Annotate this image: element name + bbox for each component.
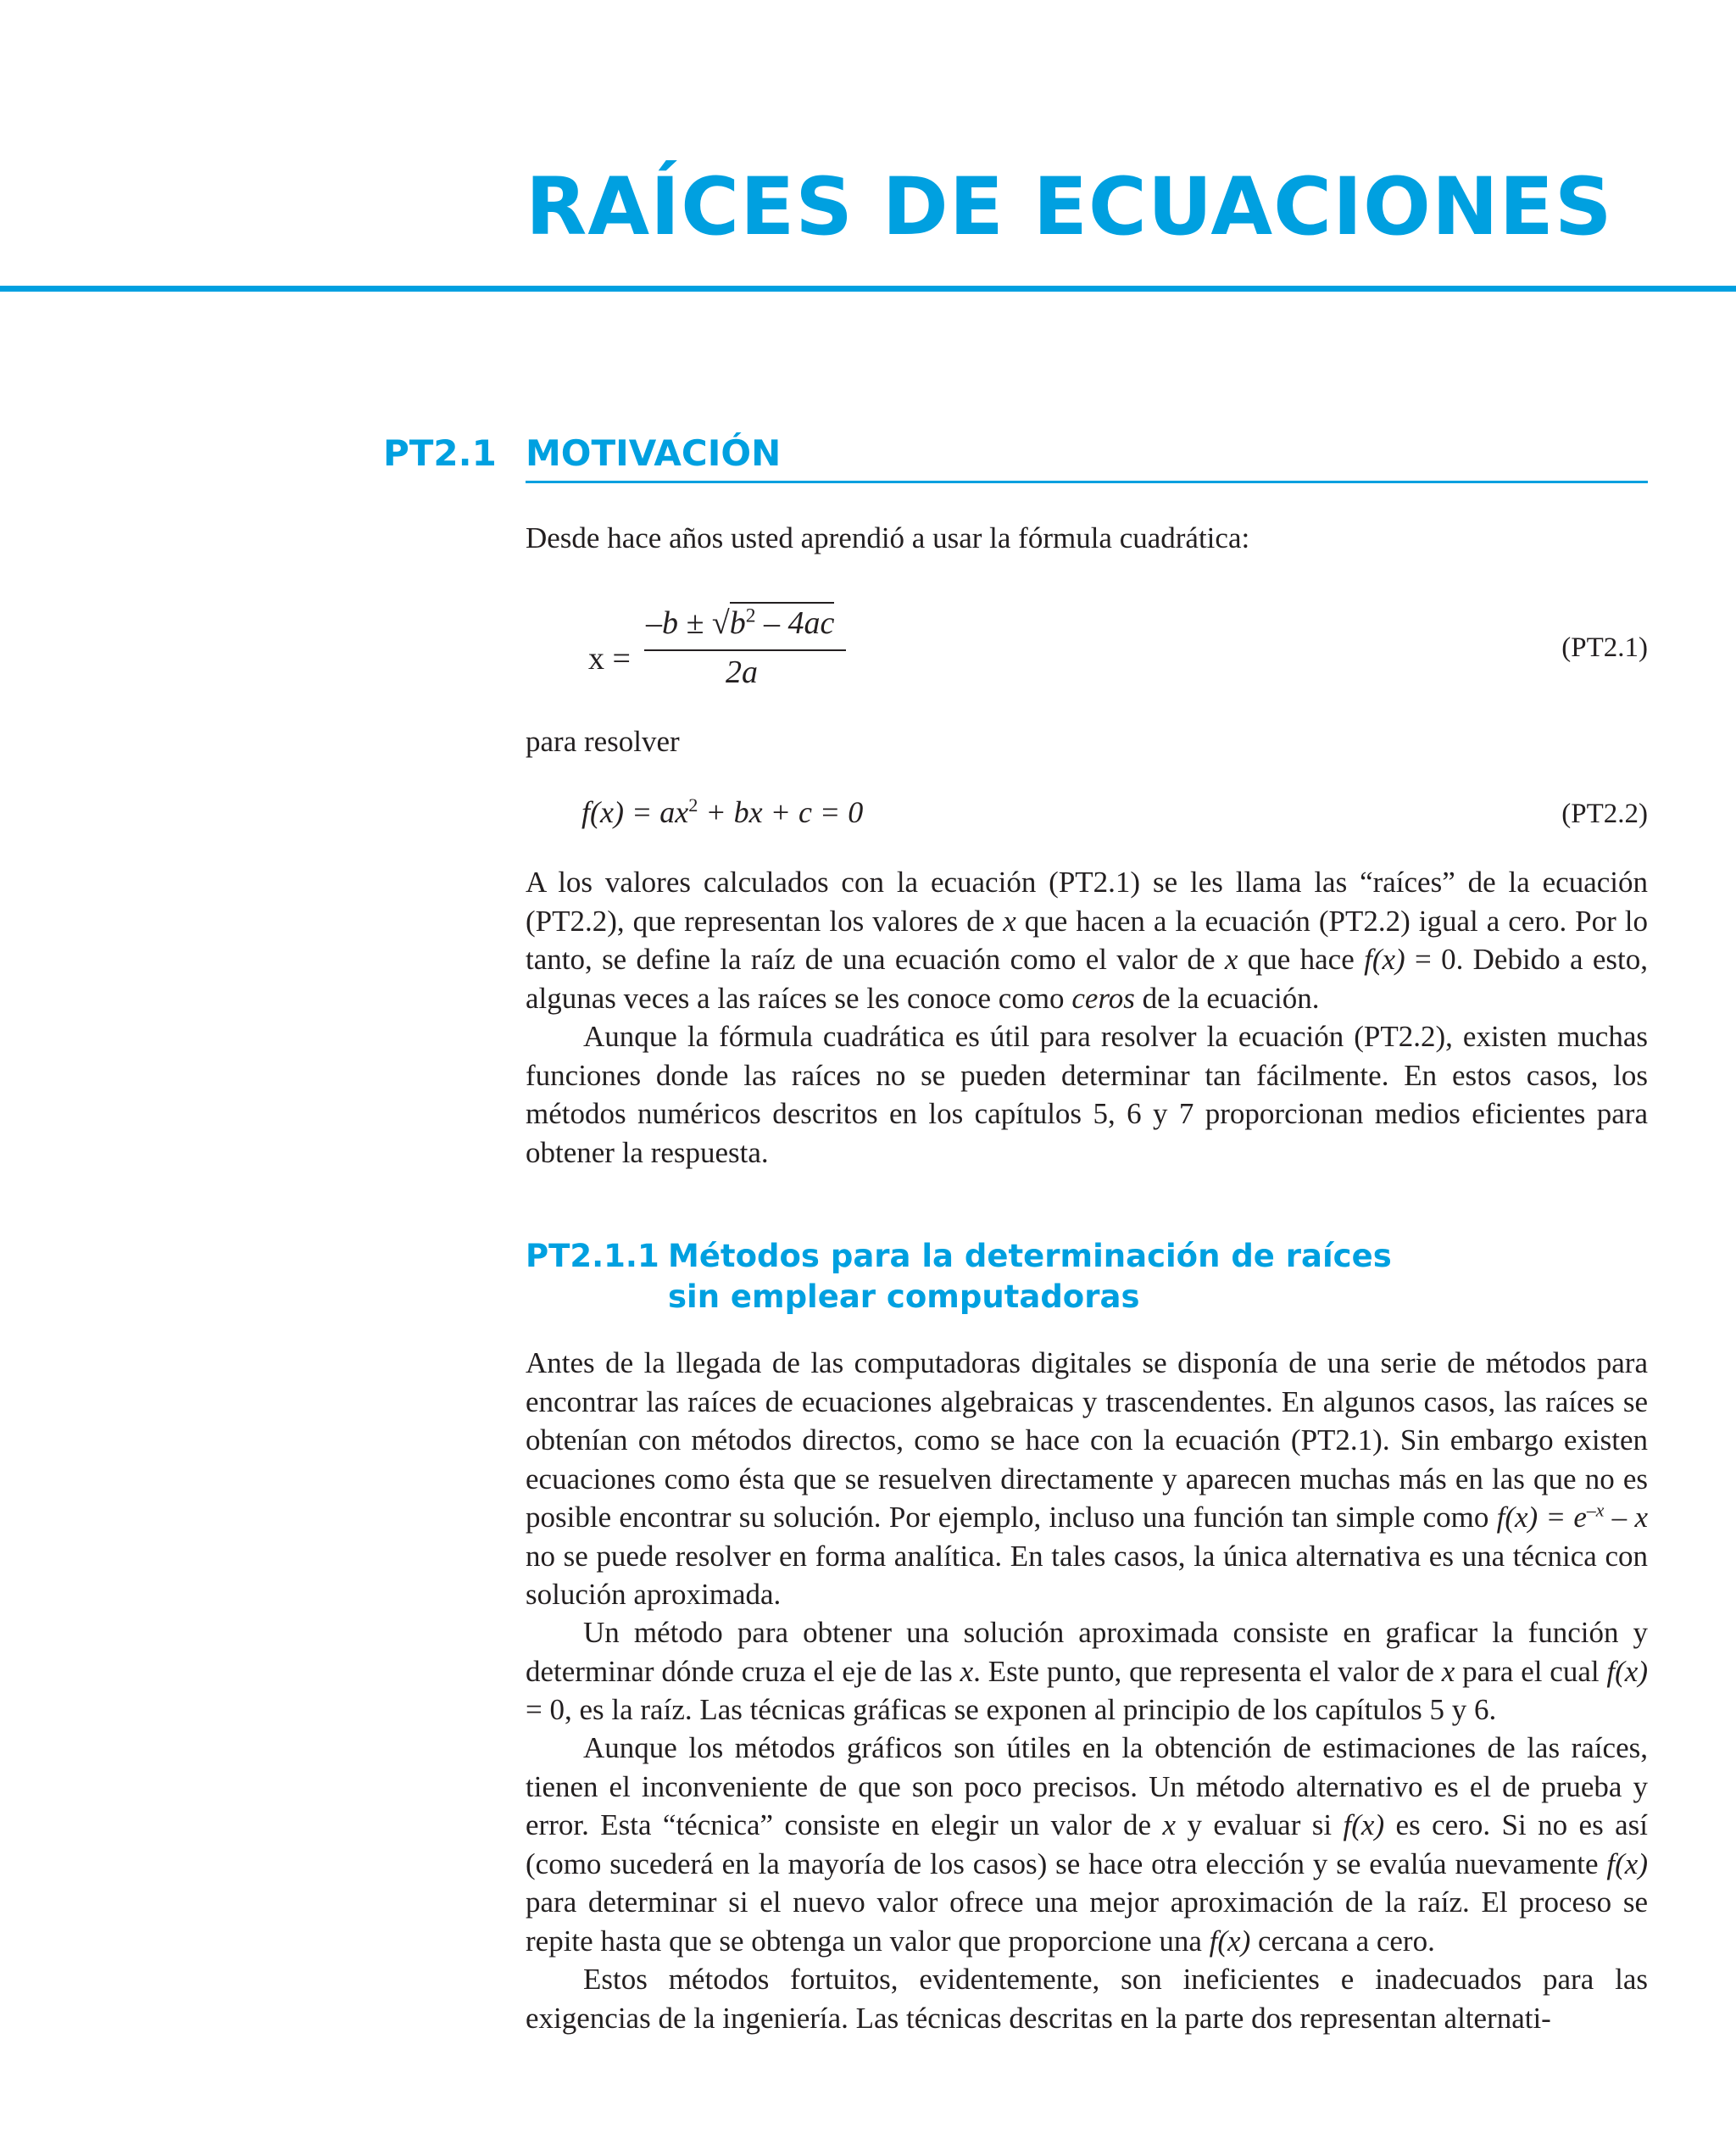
body-paragraph-1 [526,863,1648,1017]
text-run: = 0. Debido a esto, algunas veces a las raíces se les conoce como [526,943,1649,1015]
math-exponent: –x [1586,1500,1605,1521]
subsection-heading [526,1236,1392,1317]
chapter-title-rule [0,286,1736,292]
subsection-title-line-1: Métodos para la determinación de raíces [668,1238,1392,1274]
math-fx: f(x) [1606,1846,1648,1880]
equation-numerator [646,604,835,641]
equation-pt2-2-rhs: + bx + c = 0 [698,795,864,829]
math-minus-x: – x [1604,1501,1648,1534]
equation-label-pt2-1: (PT2.1) [1561,632,1648,663]
body-paragraph-6: Estos métodos fortuitos, evidentemente, son ineficientes e inadecuados para las exigencias de la ingeniería. Las técnicas descritas en la parte dos representan alternati- [526,1963,1648,2035]
math-x: x [1003,904,1016,938]
text-run: que hacen a la ecuación (PT2.2) igual a cero. Por lo tanto, se define la raíz de una ecuación como el valor de [526,904,1648,976]
equation-pt2-2-body [581,794,864,829]
section-number: PT2.1 [383,432,497,474]
math-fx: f(x) [1343,1808,1385,1841]
text-run: que hace [1238,943,1365,976]
equation-pt2-2-exponent: 2 [688,794,698,816]
text-run: para determinar si el nuevo valor ofrece una mejor aproximación de la raíz. El proceso se repite hasta que se obtenga un valor que proporcione una [526,1885,1648,1958]
emphasis-ceros: ceros [1071,981,1135,1015]
math-fx-expression: f(x) = e [1496,1501,1587,1534]
text-run: Antes de la llegada de las computadoras digitales se disponía de una serie de métodos para encontrar las raíces de ecuaciones algebraicas y trascendentes. En algunos casos, las raíces se obtenían con métodos directos, como se hace con la ecuación (PT2.1). Sin embargo existen ecuaciones como ésta que se resuelven directamente y aparecen muchas más en las que no es posible encontrar su solución. Por ejemplo, incluso una función tan simple como [526,1346,1648,1534]
radicand [730,602,835,641]
subsection-title-line-2: sin emplear computadoras [668,1278,1140,1315]
text-run: A los valores calculados con la ecuación (PT2.1) se les llama las “raíces” de la ecuación (PT2.2), que representan los valores de [526,866,1648,938]
math-fx: f(x) [1606,1654,1648,1688]
radicand-tail: – 4ac [755,605,835,641]
body-paragraph-3 [526,1344,1648,1614]
fraction-bar [644,649,846,651]
equation-label-pt2-2: (PT2.2) [1561,799,1648,829]
radicand-b: b [729,605,746,641]
math-fx: f(x) [1209,1924,1251,1958]
radical-icon: √ [711,605,730,641]
math-x: x [1162,1808,1177,1841]
body-paragraph-4 [526,1613,1648,1729]
text-run: es cero. Si no es así (como sucederá en la mayoría de los casos) se hace otra elección y se evalúa nuevamente [526,1808,1649,1880]
section-rule [526,481,1648,483]
text-run: y evaluar si [1176,1808,1344,1841]
text-run: cercana a cero. [1250,1924,1435,1958]
subsection-number: PT2.1.1 [526,1238,659,1274]
math-x: x [1224,943,1238,976]
solve-paragraph: para resolver [526,725,680,758]
numerator-term: –b ± [646,605,712,641]
radicand-exponent: 2 [745,604,756,627]
chapter-title: RAÍCES DE ECUACIONES [526,161,1613,253]
text-run: de la ecuación. [1134,981,1320,1015]
equation-pt2-2-lhs: f(x) = ax [581,795,689,829]
text-run: Aunque los métodos gráficos son útiles en la obtención de estimaciones de las raíces, tienen el inconveniente de que son poco precisos. Un método alternativo es el de prueba y error. Esta “técnica” consiste en elegir un valor de [526,1731,1648,1841]
text-run: . Este punto, que representa el valor de [973,1654,1442,1688]
equation-denominator: 2a [726,654,758,690]
intro-paragraph: Desde hace años usted aprendió a usar la fórmula cuadrática: [526,521,1250,554]
text-run: no se puede resolver en forma analítica. En tales casos, la única alternativa es una técnica con solución aproximada. [526,1539,1648,1611]
text-run: = 0, es la raíz. Las técnicas gráficas se exponen al principio de los capítulos 5 y 6. [526,1693,1497,1726]
body-paragraph-5 [526,1729,1648,1960]
math-x: x [1441,1654,1455,1688]
section-title: MOTIVACIÓN [526,432,782,474]
body-paragraph-2: Aunque la fórmula cuadrática es útil para resolver la ecuación (PT2.2), existen muchas funciones donde las raíces no se pueden determinar tan fácilmente. En estos casos, los métodos numéricos descritos en los capítulos 5, 6 y 7 proporcionan medios eficientes para obtener la respuesta. [526,1020,1648,1169]
text-run: Un método para obtener una solución aproximada consiste en graficar la función y determinar dónde cruza el eje de las [526,1616,1648,1688]
math-x: x [960,1654,974,1688]
equation-lhs: x = [588,641,631,677]
math-fx: f(x) [1364,943,1405,976]
text-run: para el cual [1455,1654,1607,1688]
